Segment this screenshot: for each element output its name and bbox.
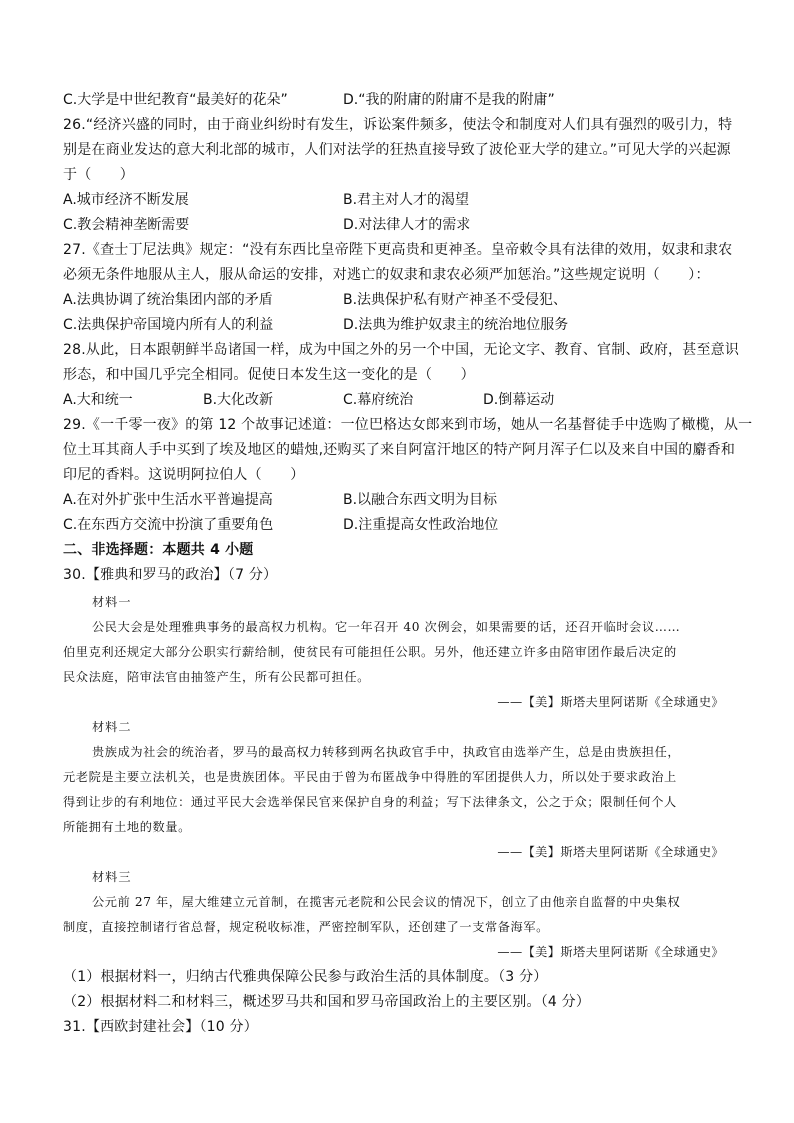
material-3-source: ——【美】斯塔夫里阿诺斯《全球通史》 [497, 945, 724, 959]
material-2-line-4: 所能拥有土地的数量。 [63, 820, 191, 834]
material-1-label: 材料一 [92, 595, 132, 609]
q29-option-c: C.在东西方交流中扮演了重要角色 [63, 517, 274, 533]
q29-stem-line-3: 印尼的香料。这说明阿拉伯人（ ） [63, 467, 305, 483]
q28-option-a: A.大和统一 [63, 392, 133, 408]
q29-option-a: A.在对外扩张中生活水平普遍提高 [63, 492, 273, 508]
q26-stem-line-2: 别是在商业发达的意大利北部的城市，人们对法学的狂热直接导致了波伦亚大学的建立。”可见大学的兴起源 [63, 142, 731, 158]
q28-stem-line-1: 28.从此，日本跟朝鲜半岛诸国一样，成为中国之外的另一个中国，无论文字、教育、官制、政府，甚至意识 [63, 342, 740, 358]
q26-option-b: B.君主对人才的渴望 [343, 192, 470, 208]
q29-stem-line-2: 位土耳其商人手中买到了埃及地区的蜡烛,还购买了来自阿富汗地区的特产阿月浑子仁以及来自中国的麝香和 [63, 442, 736, 458]
material-1-source: ——【美】斯塔夫里阿诺斯《全球通史》 [497, 695, 724, 709]
q29-option-d: D.注重提高女性政治地位 [343, 517, 499, 533]
material-3-label: 材料三 [92, 870, 132, 884]
q27-option-b: B.法典保护私有财产神圣不受侵犯、 [343, 292, 568, 308]
q25-option-c: C.大学是中世纪教育“最美好的花朵” [63, 92, 288, 108]
q29-option-b: B.以融合东西文明为目标 [343, 492, 498, 508]
q28-option-b: B.大化改新 [203, 392, 274, 408]
q26-option-d: D.对法律人才的需求 [343, 217, 471, 233]
material-2-line-2: 元老院是主要立法机关，也是贵族团体。平民由于曾为布匿战争中得胜的军团提供人力，所以处于要求政治上 [63, 770, 677, 784]
q30-title: 30.【雅典和罗马的政治】（7 分） [63, 567, 278, 583]
q28-option-d: D.倒幕运动 [483, 392, 555, 408]
q26-option-a: A.城市经济不断发展 [63, 192, 189, 208]
q28-option-c: C.幕府统治 [343, 392, 414, 408]
q26-stem-line-1: 26.“经济兴盛的同时，由于商业纠纷时有发生，诉讼案件频多，使法令和制度对人们具有强烈的吸引力，特 [63, 117, 733, 133]
section-2-heading: 二、非选择题：本题共 4 小题 [63, 542, 254, 558]
material-3-line-2: 制度，直接控制诸行省总督，规定税收标准，严密控制军队，还创建了一支常备海军。 [63, 920, 549, 934]
material-2-label: 材料二 [92, 720, 132, 734]
material-3-line-1: 公元前 27 年，屋大维建立元首制，在揽害元老院和公民会议的情况下，创立了由他亲自监督的中央集权 [92, 895, 681, 909]
material-2-line-1: 贵族成为社会的统治者，罗马的最高权力转移到两名执政官手中，执政官由选举产生，总是由贵族担任， [92, 745, 681, 759]
q28-stem-line-2: 形态，和中国几乎完全相同。促使日本发生这一变化的是（ ） [63, 367, 475, 383]
q31-title: 31.【西欧封建社会】（10 分） [63, 1019, 258, 1035]
material-1-line-1: 公民大会是处理雅典事务的最高权力机构。它一年召开 40 次例会，如果需要的话，还召开临时会议…… [92, 620, 681, 634]
q27-option-a: A.法典协调了统治集团内部的矛盾 [63, 292, 273, 308]
q26-option-c: C.教会精神垄断需要 [63, 217, 190, 233]
q27-stem-line-2: 必须无条件地服从主人，服从命运的安排，对逃亡的奴隶和隶农必须严加惩治。”这些规定说明（ ）： [63, 267, 710, 283]
q29-stem-line-1: 29.《一千零一夜》的第 12 个故事记述道：一位巴格达女郎来到市场，她从一名基督徒手中选购了橄榄，从一 [63, 417, 753, 433]
material-2-line-3: 得到让步的有利地位：通过平民大会选举保民官来保护自身的利益；写下法律条文，公之于众；限制任何个人 [63, 795, 677, 809]
q27-stem-line-1: 27.《查士丁尼法典》规定：“没有东西比皇帝陛下更高贵和更神圣。皇帝敕令具有法律的效用，奴隶和隶农 [63, 242, 733, 258]
q25-option-d: D.“我的附庸的附庸不是我的附庸” [343, 92, 555, 108]
material-1-line-3: 民众法庭，陪审法官由抽签产生，所有公民都可担任。 [63, 670, 370, 684]
q27-option-d: D.法典为维护奴隶主的统治地位服务 [343, 317, 569, 333]
q27-option-c: C.法典保护帝国境内所有人的利益 [63, 317, 274, 333]
material-2-source: ——【美】斯塔夫里阿诺斯《全球通史》 [497, 845, 724, 859]
q30-subquestion-2: （2）根据材料二和材料三，概述罗马共和国和罗马帝国政治上的主要区别。（4 分） [63, 994, 591, 1010]
material-1-line-2: 伯里克利还规定大部分公职实行薪给制，使贫民有可能担任公职。另外，他还建立许多由陪审团作最后决定的 [63, 645, 677, 659]
q30-subquestion-1: （1）根据材料一，归纳古代雅典保障公民参与政治生活的具体制度。（3 分） [63, 969, 548, 985]
q26-stem-line-3: 于（ ） [63, 167, 134, 183]
